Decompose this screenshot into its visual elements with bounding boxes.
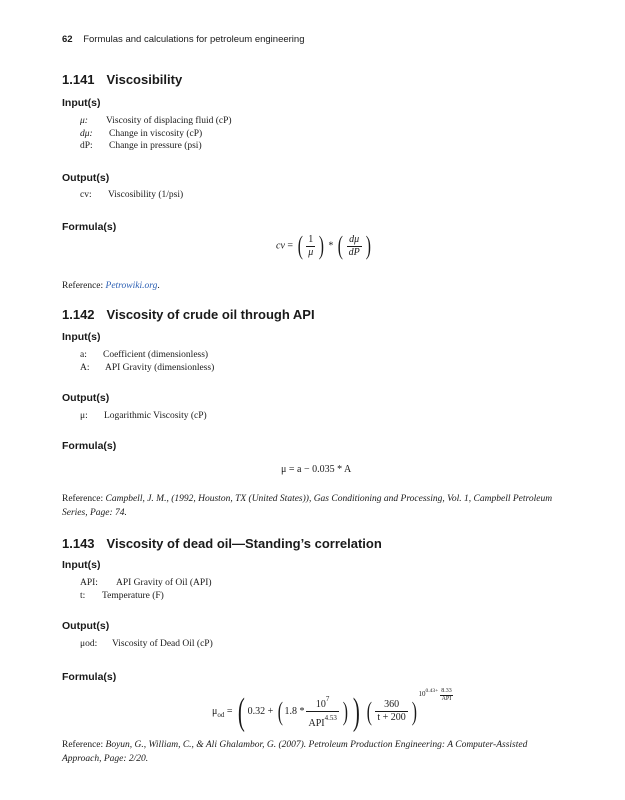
formula-lhs-subscript: od bbox=[217, 711, 225, 719]
output-desc: Logarithmic Viscosity (cP) bbox=[104, 411, 207, 421]
input-symbol: a: bbox=[80, 350, 87, 360]
section-title-1-141 bbox=[62, 72, 182, 87]
fraction-ten-over-api bbox=[306, 693, 338, 730]
formula-dead-oil-viscosity bbox=[212, 688, 454, 731]
input-row bbox=[80, 362, 214, 375]
numerator-base: 10 bbox=[315, 699, 326, 711]
denominator-base: API bbox=[308, 718, 325, 730]
section-title-text: Viscosibility bbox=[106, 72, 183, 87]
denominator: μ bbox=[308, 246, 314, 258]
outputs-list bbox=[80, 638, 213, 651]
input-symbol: t: bbox=[80, 590, 86, 601]
numerator-exponent: 7 bbox=[325, 695, 330, 704]
denominator: dP bbox=[348, 246, 360, 258]
exponent-fraction bbox=[439, 688, 454, 703]
formulas-heading: Formula(s) bbox=[62, 671, 117, 683]
denominator: API bbox=[441, 696, 452, 702]
inputs-list bbox=[80, 349, 214, 374]
formula-times: * bbox=[328, 240, 334, 252]
reference-source: Campbell, J. M., (1992, Houston, TX (United States)), Gas Conditioning and Processing, Vol. 1, Campbell Petroleum Series, Page: 74. bbox=[62, 494, 553, 518]
paren-close: ) bbox=[365, 231, 371, 260]
formulas-heading: Formula(s) bbox=[62, 440, 117, 452]
section-title-1-143 bbox=[62, 536, 382, 551]
formula-lhs: cv bbox=[276, 240, 285, 252]
inputs-heading: Input(s) bbox=[62, 97, 101, 109]
paren-close: ) bbox=[342, 696, 348, 726]
paren-close: ) bbox=[318, 231, 325, 260]
input-symbol: dμ: bbox=[80, 128, 93, 139]
page-number: 62 bbox=[62, 34, 73, 45]
formula-coefficient: 1.8 * bbox=[284, 706, 305, 717]
input-desc: Temperature (F) bbox=[102, 590, 164, 601]
reference-label: Reference: bbox=[62, 281, 104, 291]
input-symbol: API: bbox=[80, 578, 98, 588]
running-title: Formulas and calculations for petroleum engineering bbox=[83, 34, 305, 45]
input-row bbox=[80, 115, 232, 128]
output-symbol: μ: bbox=[80, 411, 88, 421]
input-desc: Change in pressure (psi) bbox=[109, 141, 202, 151]
section-title-text: Viscosity of dead oil—Standing’s correlation bbox=[106, 536, 382, 551]
input-desc: API Gravity of Oil (API) bbox=[116, 578, 212, 588]
reference-tail: . bbox=[157, 281, 160, 291]
outputs-heading: Output(s) bbox=[62, 620, 110, 632]
formula-crude-viscosity: μ = a − 0.035 * A bbox=[281, 464, 352, 475]
numerator: 8.33 bbox=[441, 688, 452, 694]
output-symbol: cv: bbox=[80, 190, 92, 200]
formula-lhs: μ bbox=[212, 706, 218, 717]
exponent-constant: 0.43+ bbox=[425, 688, 439, 694]
formulas-heading: Formula(s) bbox=[62, 221, 117, 233]
fraction-one-over-mu bbox=[306, 234, 315, 259]
numerator bbox=[314, 693, 332, 711]
output-row bbox=[80, 638, 213, 651]
reference-label: Reference: bbox=[62, 740, 104, 750]
reference-source: Boyun, G., William, C., & Ali Ghalambor, G. (2007). Petroleum Production Engineering: A Computer-Assisted Approach, Page: 2/20. bbox=[62, 740, 528, 764]
input-symbol: dP: bbox=[80, 141, 93, 151]
paren-close: ) bbox=[411, 696, 417, 726]
running-head bbox=[62, 34, 304, 45]
input-desc: Coefficient (dimensionless) bbox=[103, 350, 209, 360]
paren-open: ( bbox=[337, 231, 343, 260]
output-desc: Viscosibility (1/psi) bbox=[108, 190, 184, 200]
fraction-dmu-dp bbox=[347, 234, 362, 259]
section-number: 1.141 bbox=[62, 72, 95, 87]
reference-1-142 bbox=[62, 493, 567, 520]
denominator bbox=[306, 711, 338, 730]
denominator-exponent: 4.53 bbox=[324, 714, 337, 723]
section-title-text: Viscosity of crude oil through API bbox=[106, 307, 315, 322]
formula-equals: = bbox=[226, 706, 233, 717]
output-symbol: μod: bbox=[80, 639, 98, 649]
numerator: dμ bbox=[349, 233, 360, 245]
input-desc: Change in viscosity (cP) bbox=[109, 128, 203, 139]
output-row bbox=[80, 410, 207, 423]
input-row bbox=[80, 349, 214, 362]
inputs-heading: Input(s) bbox=[62, 331, 101, 343]
paren-open: ( bbox=[366, 696, 372, 726]
denominator: t + 200 bbox=[377, 712, 406, 724]
section-title-1-142 bbox=[62, 307, 315, 322]
inputs-list bbox=[80, 115, 232, 153]
paren-close: ) bbox=[352, 690, 360, 733]
outputs-list bbox=[80, 410, 207, 423]
input-desc: Viscosity of displacing fluid (cP) bbox=[106, 116, 232, 126]
outputs-heading: Output(s) bbox=[62, 172, 110, 184]
reference-1-141 bbox=[62, 280, 567, 294]
outputs-heading: Output(s) bbox=[62, 392, 110, 404]
formula-viscosibility bbox=[276, 233, 372, 259]
numerator: 360 bbox=[384, 699, 400, 711]
formula-equals: = bbox=[287, 240, 294, 252]
paren-open: ( bbox=[277, 696, 283, 726]
numerator: 1 bbox=[308, 233, 314, 245]
inputs-list bbox=[80, 577, 212, 602]
section-number: 1.143 bbox=[62, 536, 95, 551]
input-row bbox=[80, 590, 212, 603]
output-row bbox=[80, 189, 183, 202]
formula-constant: 0.32 + bbox=[247, 706, 274, 717]
input-symbol: μ: bbox=[80, 116, 88, 126]
input-row bbox=[80, 128, 232, 141]
paren-open: ( bbox=[297, 231, 303, 260]
fraction-temperature bbox=[375, 699, 407, 724]
input-desc: API Gravity (dimensionless) bbox=[105, 362, 215, 373]
reference-link[interactable]: Petrowiki.org bbox=[105, 281, 158, 291]
inputs-heading: Input(s) bbox=[62, 559, 101, 571]
section-number: 1.142 bbox=[62, 307, 95, 322]
outputs-list bbox=[80, 189, 183, 202]
input-symbol: A: bbox=[80, 362, 90, 373]
input-row bbox=[80, 577, 212, 590]
reference-1-143 bbox=[62, 739, 567, 766]
paren-open: ( bbox=[237, 690, 245, 733]
exponent-base: 10 bbox=[418, 690, 426, 698]
reference-label: Reference: bbox=[62, 494, 104, 504]
outer-exponent bbox=[418, 688, 453, 703]
input-row bbox=[80, 140, 232, 153]
output-desc: Viscosity of Dead Oil (cP) bbox=[112, 639, 213, 649]
